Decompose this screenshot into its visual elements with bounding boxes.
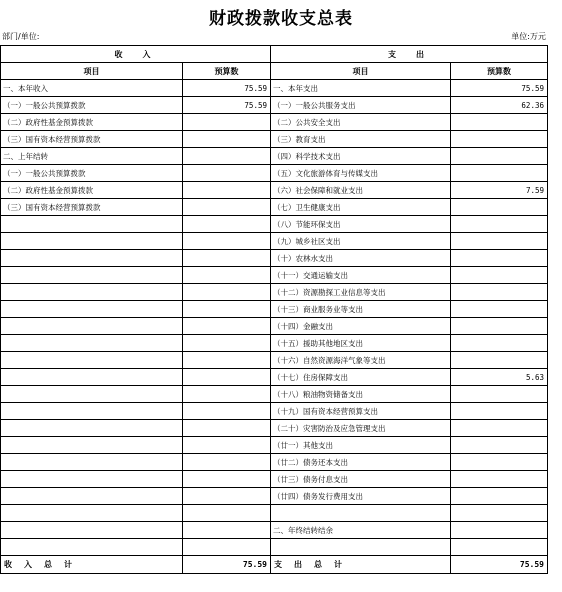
table-row	[1, 267, 548, 284]
table-row	[1, 403, 548, 420]
income-item-cell: （一）一般公共预算拨款	[1, 165, 183, 182]
income-value-cell	[183, 318, 271, 335]
income-value-cell	[183, 471, 271, 488]
income-item-cell	[1, 352, 183, 369]
table-row	[1, 216, 548, 233]
income-item-cell	[1, 420, 183, 437]
expense-item-cell: （七）卫生健康支出	[271, 199, 451, 216]
income-value-cell: 75.59	[183, 97, 271, 114]
expense-item-cell: （十一）交通运输支出	[271, 267, 451, 284]
income-value-cell	[183, 488, 271, 505]
income-value-cell	[183, 352, 271, 369]
income-item-cell	[1, 267, 183, 284]
total-row	[1, 556, 548, 574]
income-value-cell	[183, 301, 271, 318]
column-header-row	[1, 63, 548, 80]
income-item-cell: 一、本年收入	[1, 80, 183, 97]
income-value-cell	[183, 165, 271, 182]
expense-item-cell: 二、年终结转结余	[271, 522, 451, 539]
expense-item-cell: （十二）资源勘探工业信息等支出	[271, 284, 451, 301]
expense-item-cell: （一）一般公共服务支出	[271, 97, 451, 114]
income-item-cell	[1, 335, 183, 352]
table-row	[1, 165, 548, 182]
expense-value-cell	[451, 114, 548, 131]
expense-item-cell: （廿四）债务发行费用支出	[271, 488, 451, 505]
expense-item-cell: （廿三）债务付息支出	[271, 471, 451, 488]
table-row	[1, 199, 548, 216]
income-item-cell: （二）政府性基金预算拨款	[1, 182, 183, 199]
expense-value-cell	[451, 165, 548, 182]
income-item-header: 项目	[1, 63, 183, 80]
table-row	[1, 131, 548, 148]
income-header: 收 入	[1, 46, 271, 63]
income-item-cell	[1, 471, 183, 488]
income-item-cell	[1, 539, 183, 556]
expense-item-cell: 一、本年支出	[271, 80, 451, 97]
expense-value-cell	[451, 505, 548, 522]
expense-item-cell: （四）科学技术支出	[271, 148, 451, 165]
income-item-cell	[1, 522, 183, 539]
expense-item-cell: （十四）金融支出	[271, 318, 451, 335]
unit-label: 单位:	[511, 32, 530, 41]
income-total-value: 75.59	[183, 556, 271, 574]
income-value-cell	[183, 437, 271, 454]
table-row	[1, 386, 548, 403]
expense-item-cell: （三）教育支出	[271, 131, 451, 148]
income-value-cell	[183, 420, 271, 437]
income-item-cell: （一）一般公共预算拨款	[1, 97, 183, 114]
expense-value-cell: 7.59	[451, 182, 548, 199]
expense-item-cell: （十三）商业服务业等支出	[271, 301, 451, 318]
expense-value-cell	[451, 471, 548, 488]
income-value-cell	[183, 505, 271, 522]
expense-value-cell	[451, 318, 548, 335]
expense-total-value: 75.59	[451, 556, 548, 574]
income-item-cell	[1, 505, 183, 522]
table-row	[1, 522, 548, 539]
income-item-cell: （三）国有资本经营预算拨款	[1, 199, 183, 216]
table-row	[1, 335, 548, 352]
expense-value-cell	[451, 284, 548, 301]
table-row	[1, 454, 548, 471]
expense-item-cell: （十七）住房保障支出	[271, 369, 451, 386]
expense-value-cell: 5.63	[451, 369, 548, 386]
table-row	[1, 233, 548, 250]
expense-header: 支 出	[271, 46, 548, 63]
expense-item-cell: （廿一）其他支出	[271, 437, 451, 454]
expense-value-cell	[451, 148, 548, 165]
income-value-cell	[183, 369, 271, 386]
income-value-cell	[183, 539, 271, 556]
table-row	[1, 114, 548, 131]
table-row	[1, 369, 548, 386]
dept-label: 部门/单位:	[2, 32, 40, 41]
expense-value-cell	[451, 233, 548, 250]
income-value-cell: 75.59	[183, 80, 271, 97]
expense-value-cell: 62.36	[451, 97, 548, 114]
expense-item-cell: （十六）自然资源海洋气象等支出	[271, 352, 451, 369]
income-item-cell	[1, 284, 183, 301]
table-row	[1, 148, 548, 165]
table-row	[1, 318, 548, 335]
section-header-row	[1, 46, 548, 63]
expense-value-cell	[451, 403, 548, 420]
expense-value-cell	[451, 488, 548, 505]
income-item-cell	[1, 233, 183, 250]
income-value-cell	[183, 182, 271, 199]
expense-value-cell	[451, 216, 548, 233]
income-value-cell	[183, 386, 271, 403]
income-value-cell	[183, 199, 271, 216]
expense-item-cell: （十五）援助其他地区支出	[271, 335, 451, 352]
expense-item-cell: （二）公共安全支出	[271, 114, 451, 131]
expense-item-cell	[271, 505, 451, 522]
income-value-cell	[183, 454, 271, 471]
expense-value-cell	[451, 301, 548, 318]
income-value-cell	[183, 284, 271, 301]
income-total-label: 收 入 总 计	[1, 556, 183, 574]
table-row	[1, 284, 548, 301]
expense-value-cell	[451, 267, 548, 284]
income-budget-header: 预算数	[183, 63, 271, 80]
income-item-cell: （三）国有资本经营预算拨款	[1, 131, 183, 148]
expense-budget-header: 预算数	[451, 63, 548, 80]
income-item-cell	[1, 437, 183, 454]
income-value-cell	[183, 335, 271, 352]
income-value-cell	[183, 233, 271, 250]
income-item-cell	[1, 369, 183, 386]
income-value-cell	[183, 216, 271, 233]
income-value-cell	[183, 403, 271, 420]
expense-item-cell: （二十）灾害防治及应急管理支出	[271, 420, 451, 437]
income-value-cell	[183, 250, 271, 267]
table-row	[1, 505, 548, 522]
table-row	[1, 488, 548, 505]
table-row	[1, 250, 548, 267]
page-title: 财政拨款收支总表	[209, 9, 353, 29]
unit-value: 万元	[530, 32, 546, 41]
income-item-cell	[1, 318, 183, 335]
expense-value-cell	[451, 539, 548, 556]
income-item-cell	[1, 403, 183, 420]
expense-item-cell: （十九）国有资本经营预算支出	[271, 403, 451, 420]
income-item-cell: 二、上年结转	[1, 148, 183, 165]
income-item-cell	[1, 301, 183, 318]
income-item-cell	[1, 386, 183, 403]
expense-value-cell	[451, 386, 548, 403]
income-value-cell	[183, 131, 271, 148]
expense-value-cell	[451, 335, 548, 352]
expense-item-cell: （十八）粮油物资储备支出	[271, 386, 451, 403]
income-item-cell	[1, 216, 183, 233]
expense-value-cell	[451, 420, 548, 437]
table-row	[1, 471, 548, 488]
budget-summary-table	[0, 45, 548, 574]
expense-value-cell	[451, 437, 548, 454]
expense-value-cell	[451, 352, 548, 369]
table-row	[1, 437, 548, 454]
expense-value-cell	[451, 522, 548, 539]
table-row	[1, 352, 548, 369]
expense-item-cell: （十）农林水支出	[271, 250, 451, 267]
income-value-cell	[183, 148, 271, 165]
expense-item-cell: （八）节能环保支出	[271, 216, 451, 233]
expense-total-label: 支 出 总 计	[271, 556, 451, 574]
table-row	[1, 301, 548, 318]
table-row	[1, 97, 548, 114]
unit-info	[511, 31, 546, 42]
expense-value-cell	[451, 131, 548, 148]
table-row	[1, 182, 548, 199]
income-value-cell	[183, 267, 271, 284]
expense-value-cell	[451, 250, 548, 267]
expense-item-header: 项目	[271, 63, 451, 80]
income-item-cell: （二）政府性基金预算拨款	[1, 114, 183, 131]
expense-item-cell	[271, 539, 451, 556]
table-row	[1, 80, 548, 97]
income-value-cell	[183, 522, 271, 539]
expense-value-cell: 75.59	[451, 80, 548, 97]
expense-item-cell: （廿二）债务还本支出	[271, 454, 451, 471]
expense-item-cell: （六）社会保障和就业支出	[271, 182, 451, 199]
income-item-cell	[1, 250, 183, 267]
income-item-cell	[1, 488, 183, 505]
expense-value-cell	[451, 454, 548, 471]
table-row	[1, 539, 548, 556]
expense-item-cell: （九）城乡社区支出	[271, 233, 451, 250]
table-row	[1, 420, 548, 437]
income-value-cell	[183, 114, 271, 131]
expense-item-cell: （五）文化旅游体育与传媒支出	[271, 165, 451, 182]
income-item-cell	[1, 454, 183, 471]
expense-value-cell	[451, 199, 548, 216]
